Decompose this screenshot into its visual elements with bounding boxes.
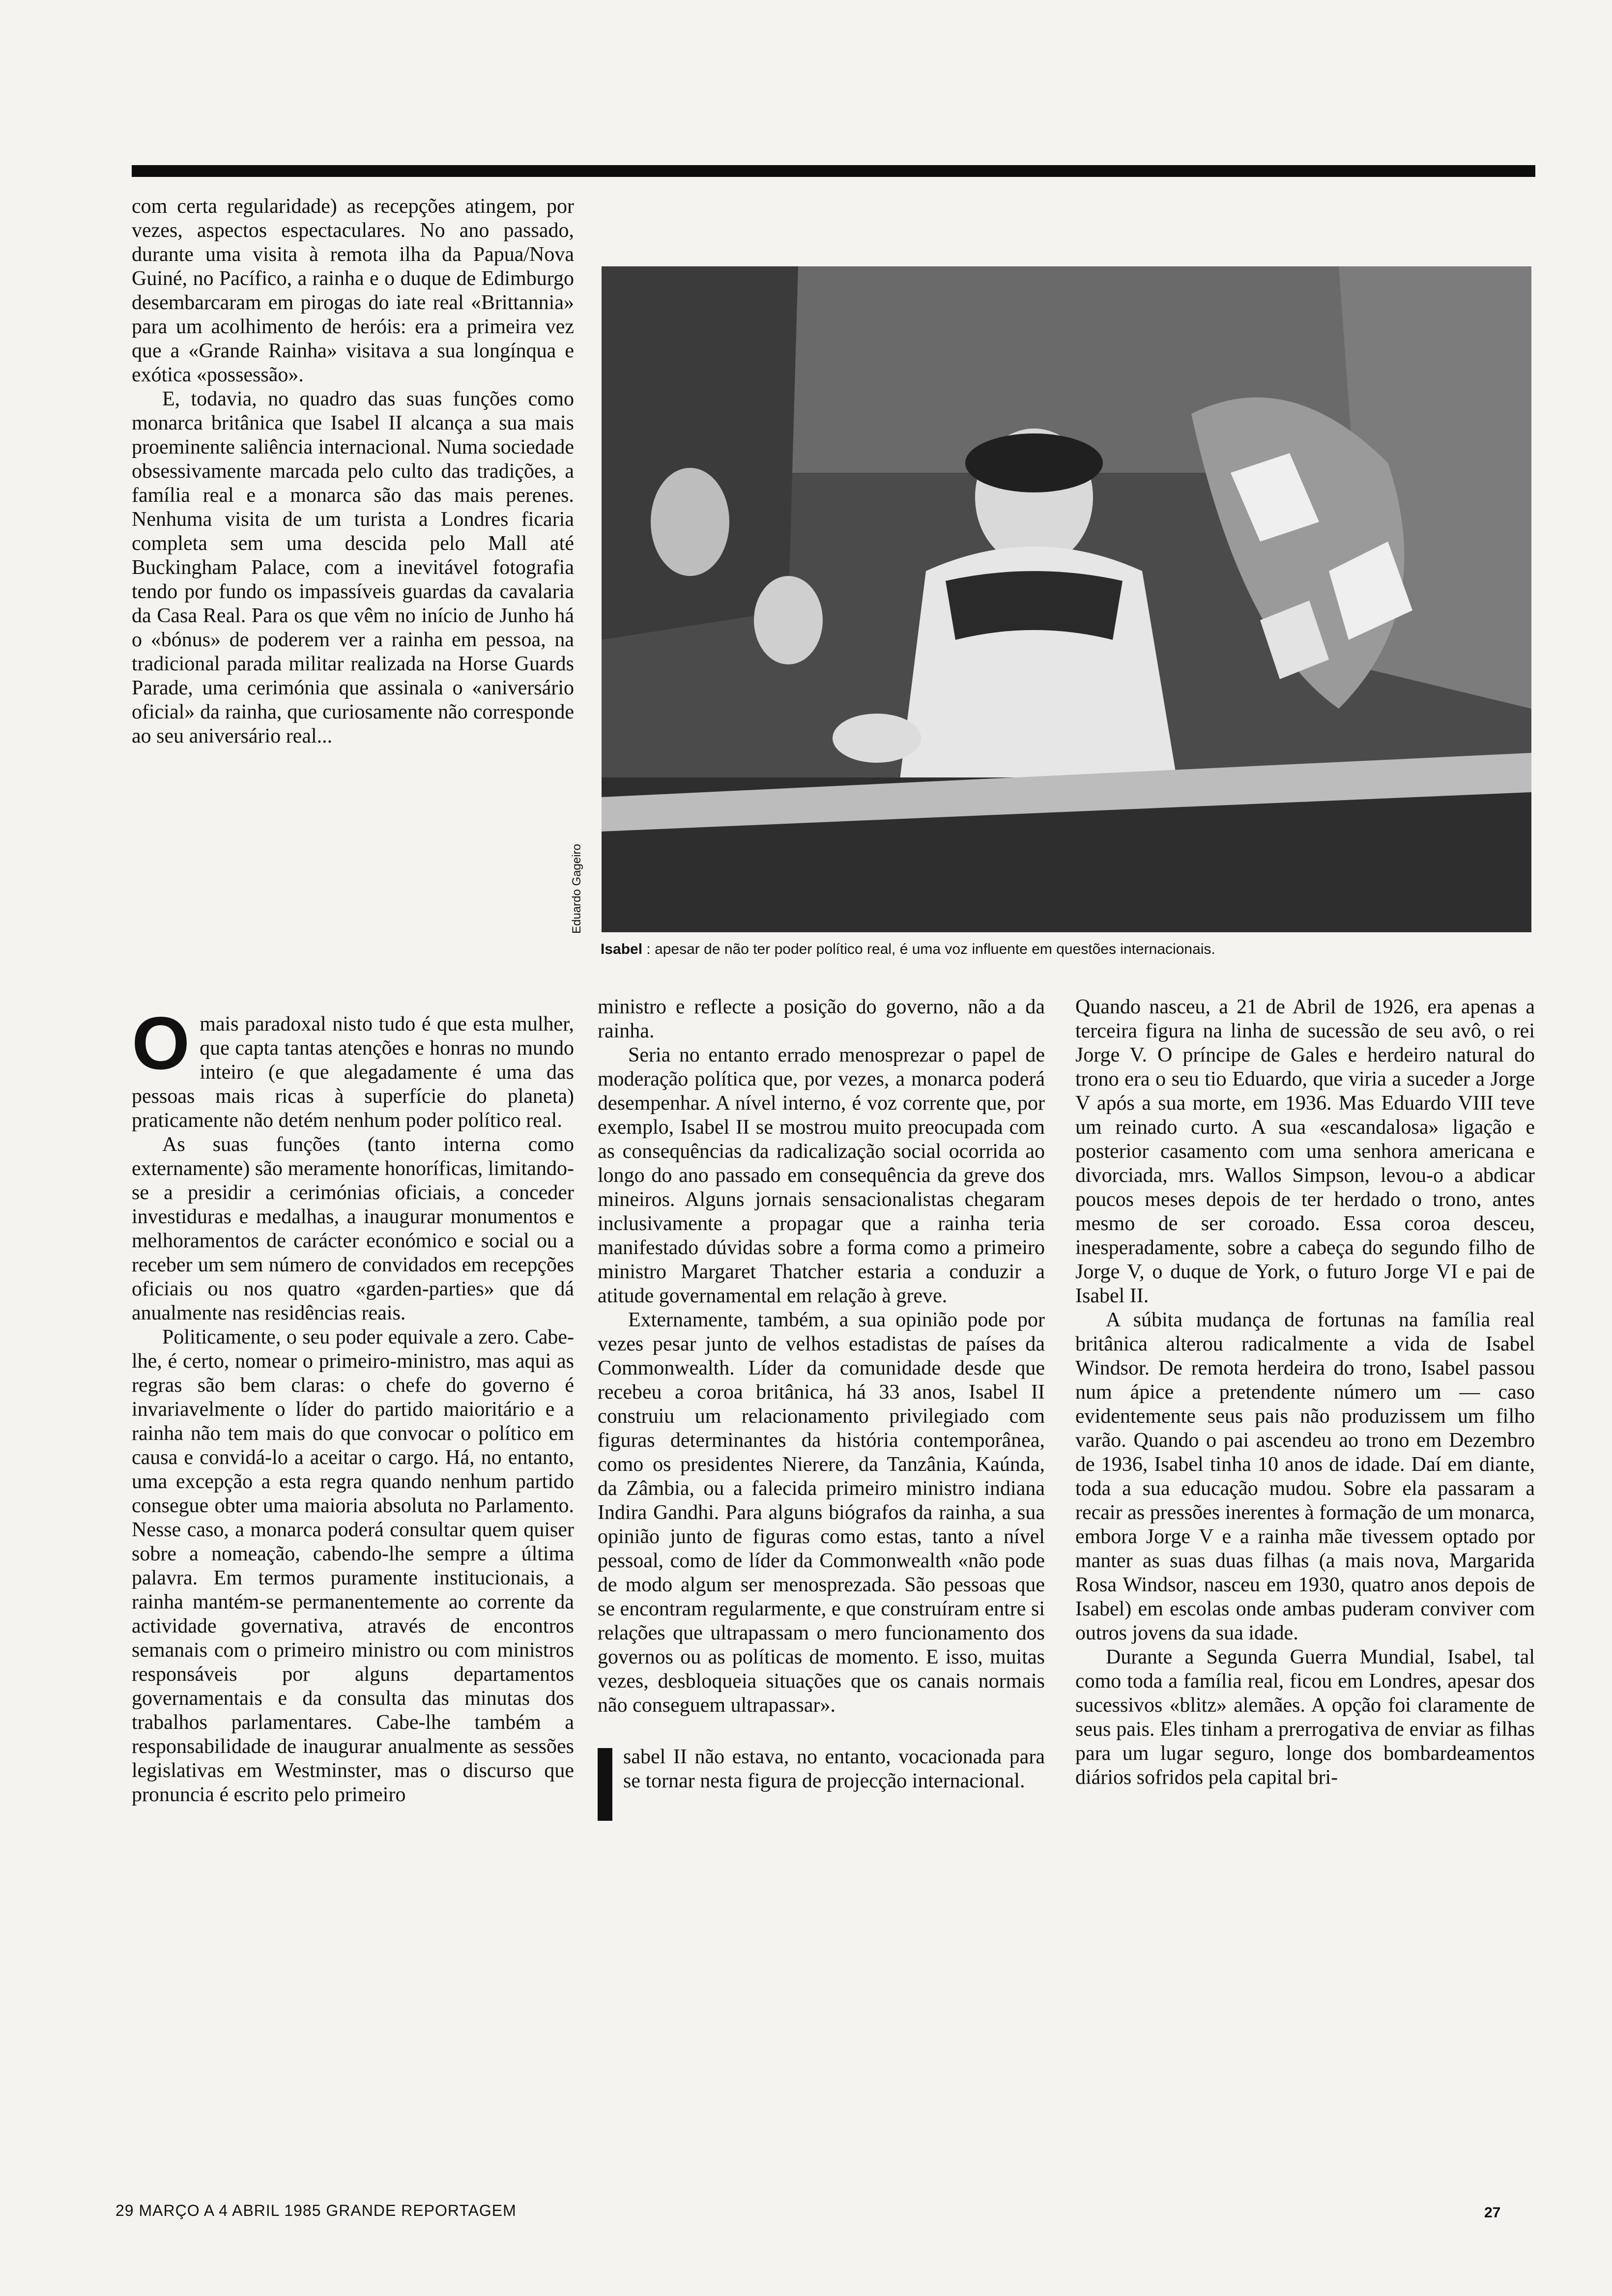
paragraph: E, todavia, no quadro das suas funções como monarca britânica que Isabel II alcança a sua mais proeminente saliência internacional. Numa sociedade obsessivamente marcada pelo culto das tradições, a família real e a monarca são das mais perenes. Nenhuma visita de um turista a Londres ficaria completa sem uma descida pelo Mall até Buckingham Palace, com a inevitável fotografia tendo por fundo os impassíveis guardas da cavalaria da Casa Real. Para os que vêm no início de Junho há o «bónus» de poderem ver a rainha em pessoa, na tradicional parada militar realizada na Horse Guards Parade, uma cerimónia que assinala o «aniversário oficial» da rainha, que curiosamente não corresponde ao seu aniversário real... bbox=[132, 388, 574, 747]
caption-text: : apesar de não ter poder político real, é uma voz influente em questões internacionais. bbox=[642, 941, 1215, 957]
paragraph: A súbita mudança de fortunas na família real britânica alterou radicalmente a vida de Isabel Windsor. De remota herdeira do trono, Isabel passou num ápice a pretendente número um — caso evidentemente seus pais não produzissem um filho varão. Quando o pai ascendeu ao trono em Dezembro de 1936, Isabel tinha 10 anos de idade. Daí em diante, toda a sua educação mudou. Sobre ela passaram a recair as pressões inerentes à formação de um monarca, embora Jorge V e a rainha mãe tivessem optado por manter as suas duas filhas (a mais nova, Margarida Rosa Windsor, nasceu em 1930, quatro anos depois de Isabel) em escolas onde ambas puderam conviver com outros jovens da sua idade. bbox=[1075, 1309, 1535, 1644]
caption-name: Isabel bbox=[601, 941, 643, 957]
paragraph: Externamente, também, a sua opinião pode por vezes pesar junto de velhos estadistas de países da Commonwealth. Líder da comunidade desde que recebeu a coroa britânica, há 33 anos, Isabel II construiu um relacionamento privilegiado com figuras determinantes da história contemporânea, como os presidentes Nierere, da Tanzânia, Kaúnda, da Zâmbia, ou a falecida primeiro ministro indiana Indira Gandhi. Para alguns biógrafos da rainha, a sua opinião junto de figuras como estas, tanto a nível pessoal, como de líder da Commonwealth «não pode de modo algum ser menosprezada. São pessoas que se encontram regularmente, e que construíram entre si relações que ultrapassam o mero funcionamento dos governos ou as políticas de momento. E isso, muitas vezes, desbloqueia situações que os canais normais não conseguem ultrapassar». bbox=[598, 1309, 1045, 1717]
photo-credit-text: Eduardo Gageiro bbox=[570, 844, 583, 934]
section-spacer bbox=[598, 1718, 1045, 1745]
paragraph: Seria no entanto errado menosprezar o papel de moderação política que, por vezes, a monarca poderá desempenhar. A nível interno, é voz corrente que, por exemplo, Isabel II se mostrou muito preocupada com as consequências da radicalização social ocorrida ao longo do ano passado em consequência da greve dos mineiros. Alguns jornais sensacionalistas chegaram inclusivamente a propagar que a rainha teria manifestado dúvidas sobre a forma como a primeiro ministro Margaret Thatcher estaria a conduzir a atitude governamental em relação à greve. bbox=[598, 1044, 1045, 1307]
paragraph: ministro e reflecte a posição do governo, não a da rainha. bbox=[598, 996, 1045, 1042]
drop-cap-bar bbox=[598, 1748, 612, 1821]
paragraph: com certa regularidade) as recepções atingem, por vezes, aspectos espectaculares. No ano passado, durante uma visita à remota ilha da Papua/Nova Guiné, no Pacífico, a rainha e o duque de Edimburgo desembarcaram em pirogas do iate real «Brittannia» para um acolhimento de heróis: era a primeira vez que a «Grande Rainha» visitava a sua longínqua e exótica «possessão». bbox=[132, 195, 574, 386]
article-column-1-top bbox=[132, 195, 574, 748]
photo-credit bbox=[570, 806, 600, 934]
photo-queen-illustration bbox=[602, 266, 1531, 932]
drop-cap: O bbox=[132, 1002, 190, 1085]
header-rule bbox=[132, 165, 1535, 177]
page-number: 27 bbox=[1484, 2205, 1501, 2221]
paragraph: Politicamente, o seu poder equivale a zero. Cabe-lhe, é certo, nomear o primeiro-ministro, mas aqui as regras são bem claras: o chefe do governo é invariavelmente o líder do partido maioritário e a rainha não tem mais do que convocar o político em causa e convidá-lo a aceitar o cargo. Há, no entanto, uma excepção a esta regra quando nenhum partido consegue obter uma maioria absoluta no Parlamento. Nesse caso, a monarca poderá consultar quem quiser sobre a nomeação, cabendo-lhe sempre a última palavra. Em termos puramente institucionais, a rainha mantém-se permanentemente ao corrente da actividade governativa, através de encontros semanais com o primeiro ministro ou com ministros responsáveis por alguns departamentos governamentais e da consulta das minutas dos trabalhos parlamentares. Cabe-lhe também a responsabilidade de inaugurar anualmente as sessões legislativas em Westminster, mas o discurso que pronuncia é escrito pelo primeiro bbox=[132, 1326, 574, 1806]
paragraph: sabel II não estava, no entanto, vocacionada para se tornar nesta figura de projecção internacional. bbox=[623, 1746, 1045, 1792]
paragraph: mais paradoxal nisto tudo é que esta mulher, que capta tantas atenções e honras no mundo inteiro (e que alegadamente é uma das pessoas mais ricas à superfície do planeta) praticamente não detém nenhum poder político real. bbox=[132, 1013, 574, 1132]
article-photo bbox=[602, 266, 1531, 932]
paragraph: Durante a Segunda Guerra Mundial, Isabel, tal como toda a família real, ficou em Londres, apesar dos sucessivos «blitz» alemães. A opção foi claramente de seus pais. Eles tinham a prerrogativa de enviar as filhas para um lugar seguro, longe dos bombardeamentos diários sofridos pela capital bri- bbox=[1075, 1646, 1535, 1789]
article-column-1-bottom bbox=[132, 1002, 574, 1807]
photo-caption bbox=[601, 940, 1534, 959]
paragraph: Quando nasceu, a 21 de Abril de 1926, era apenas a terceira figura na linha de sucessão de seu avô, o rei Jorge V. O príncipe de Gales e herdeiro natural do trono era o seu tio Eduardo, que viria a suceder a Jorge V após a sua morte, em 1936. Mas Eduardo VIII teve um reinado curto. A sua «escandalosa» ligação e posterior casamento com uma senhora americana e divorciada, mrs. Wallos Simpson, levou-o a abdicar poucos meses depois de ter herdado o trono, antes mesmo de ser coroado. Essa coroa desceu, inesperadamente, sobre a cabeça do segundo filho de Jorge V, o duque de York, o futuro Jorge VI e pai de Isabel II. bbox=[1075, 996, 1535, 1307]
paragraph: As suas funções (tanto interna como externamente) são meramente honoríficas, limitando-se a presidir a cerimónias oficiais, a conceder investiduras e medalhas, a inaugurar monumentos e melhoramentos de carácter económico e social ou a receber um sem número de convidados em recepções oficiais ou nos quatro «garden-parties» que dá anualmente nas residências reais. bbox=[132, 1133, 574, 1324]
footer-issue: 29 MARÇO A 4 ABRIL 1985 GRANDE REPORTAGEM bbox=[115, 2202, 517, 2219]
article-column-2 bbox=[598, 995, 1045, 1821]
article-column-3 bbox=[1075, 995, 1535, 1790]
